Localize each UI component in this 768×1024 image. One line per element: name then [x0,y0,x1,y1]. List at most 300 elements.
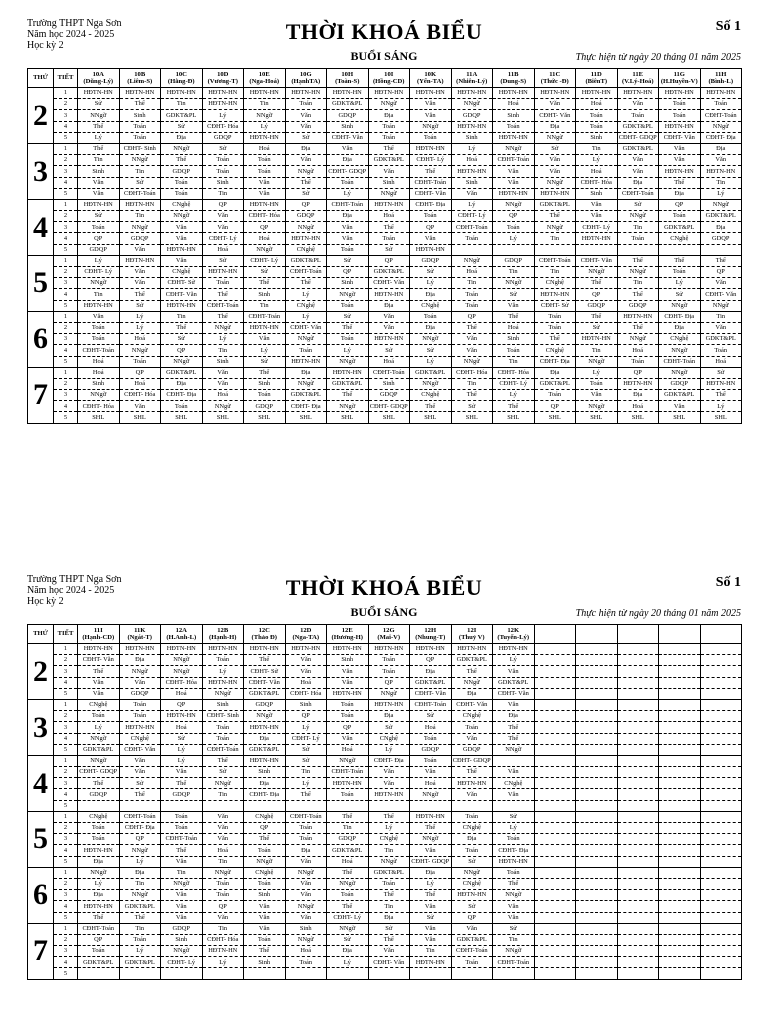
subject-cell: Văn [244,177,286,188]
subject-cell: Địa [700,143,742,154]
class-header [161,625,203,644]
period-number: 4 [54,789,78,800]
subject-cell: Toán [368,132,410,143]
subject-cell: Hoá [78,356,120,367]
subject-cell: Tin [410,946,452,957]
subject-cell: CĐHT- GDQP [451,755,493,766]
subject-cell: Địa [534,367,576,378]
subject-cell: HĐTN-HN [659,166,701,177]
subject-cell: Địa [368,300,410,311]
subject-cell: GDQP [161,923,203,934]
subject-cell [617,957,659,968]
subject-cell: CNghệ [285,244,327,255]
subject-cell: Lý [327,957,369,968]
subject-cell: NNgữ [327,923,369,934]
subject-cell [327,968,369,979]
subject-cell: NNgữ [119,222,161,233]
period-number: 4 [54,677,78,688]
page1-effective-date: Thực hiện từ ngày 20 tháng 01 năm 2025 [575,52,741,63]
subject-cell [617,688,659,699]
subject-cell: Sinh [451,132,493,143]
subject-cell: GDKT&PL [327,378,369,389]
subject-cell [534,677,576,688]
class-name: 12I [467,626,477,634]
period-number: 2 [54,267,78,278]
subject-cell: Hoá [202,845,244,856]
class-teacher: (Bình-L) [708,78,734,85]
class-header [244,69,286,88]
subject-cell: GDKT&PL [327,99,369,110]
day-label: 6 [28,867,54,923]
subject-cell: SHL [202,412,244,423]
subject-cell: NNgữ [368,188,410,199]
subject-cell: Địa [327,946,369,957]
subject-cell: Thể [410,890,452,901]
subject-cell: Lý [368,823,410,834]
subject-cell: CĐHT- Địa [161,390,203,401]
subject-cell: Văn [119,767,161,778]
period-number: 1 [54,699,78,710]
subject-cell: HĐTN-HN [202,99,244,110]
page2-school: Trường THPT Nga Sơn [27,574,122,585]
subject-cell: CĐHT-Toán [119,188,161,199]
day-label: 2 [28,88,54,144]
subject-cell: Địa [78,856,120,867]
subject-cell: Văn [576,211,618,222]
subject-cell [617,856,659,867]
period-number: 4 [54,401,78,412]
subject-cell: QP [576,289,618,300]
subject-cell: Địa [119,867,161,878]
subject-cell: Địa [410,289,452,300]
subject-cell: Hoá [119,378,161,389]
class-teacher: (Tuyến-Lý) [497,634,530,641]
subject-cell [534,867,576,878]
subject-cell: Văn [410,99,452,110]
class-teacher: (Toàn-S) [335,78,360,85]
class-header [202,625,244,644]
subject-cell [700,789,742,800]
subject-cell: Toán [161,401,203,412]
subject-cell: CĐHT- Lý [327,912,369,923]
subject-cell: GDKT&PL [285,255,327,266]
subject-cell: Sử [368,244,410,255]
subject-cell: Hoá [493,322,535,333]
subject-cell: HĐTN-HN [202,267,244,278]
subject-cell: Văn [451,789,493,800]
subject-cell: Văn [119,267,161,278]
subject-cell [617,767,659,778]
class-name: 10A [92,70,104,78]
subject-cell: HĐTN-HN [202,88,244,99]
page1-number: Số 1 [715,19,741,34]
subject-cell [700,890,742,901]
subject-cell: Văn [576,199,618,210]
period-number: 1 [54,867,78,878]
class-teacher: (Hạnh-CD) [82,634,115,641]
subject-cell [534,778,576,789]
subject-cell: Tin [534,267,576,278]
subject-cell: Lý [493,823,535,834]
subject-cell: Địa [700,222,742,233]
subject-cell: HĐTN-HN [451,88,493,99]
class-header [659,69,701,88]
subject-cell: Thể [78,778,120,789]
period-number: 1 [54,811,78,822]
subject-cell: GDQP [78,789,120,800]
subject-cell [617,834,659,845]
subject-cell: CĐHT-Toán [202,744,244,755]
subject-cell: HĐTN-HN [244,132,286,143]
subject-cell: CĐHT- Văn [368,278,410,289]
subject-cell: Văn [327,666,369,677]
subject-cell: Toán [451,957,493,968]
subject-cell [700,878,742,889]
subject-cell [576,823,618,834]
subject-cell: NNgữ [493,278,535,289]
subject-cell: Lý [161,755,203,766]
subject-cell: Sinh [78,378,120,389]
subject-cell: NNgữ [659,367,701,378]
class-name: 11E [632,70,644,78]
subject-cell: Thể [451,390,493,401]
subject-cell: Thể [493,401,535,412]
subject-cell: CĐHT-Toán [327,199,369,210]
subject-cell: Văn [493,166,535,177]
subject-cell: HĐTN-HN [368,334,410,345]
subject-cell: CĐHT- Hóa [451,367,493,378]
subject-cell: Toán [119,356,161,367]
class-header [493,69,535,88]
subject-cell: Toán [202,733,244,744]
subject-cell [700,244,742,255]
subject-cell: GDKT&PL [659,390,701,401]
subject-cell: NNgữ [410,334,452,345]
subject-cell: Toán [202,166,244,177]
subject-cell: NNgữ [285,166,327,177]
subject-cell: Sinh [78,166,120,177]
subject-cell [493,800,535,811]
subject-cell: Văn [161,856,203,867]
subject-cell: HĐTN-HN [285,356,327,367]
subject-cell: Văn [78,188,120,199]
subject-cell: CĐHT- Lý [78,267,120,278]
subject-cell: Toán [617,233,659,244]
subject-cell [534,767,576,778]
subject-cell: Toán [451,289,493,300]
subject-cell: Địa [244,733,286,744]
class-header [410,625,452,644]
subject-cell: CĐHT- GDQP [78,767,120,778]
subject-cell [202,800,244,811]
subject-cell: Tin [451,378,493,389]
page2-effective-date: Thực hiện từ ngày 20 tháng 01 năm 2025 [575,608,741,619]
class-name: 10I [384,70,394,78]
subject-cell [576,934,618,945]
period-number: 3 [54,834,78,845]
class-name: 10C [175,70,187,78]
subject-cell: GDKT&PL [161,367,203,378]
subject-cell: Toán [451,233,493,244]
subject-cell: HĐTN-HN [327,778,369,789]
subject-cell: NNgữ [285,334,327,345]
subject-cell [659,957,701,968]
subject-cell: Hoá [410,778,452,789]
subject-cell: Hoá [161,722,203,733]
subject-cell: Thể [617,289,659,300]
subject-cell [700,856,742,867]
subject-cell: Hoá [244,143,286,154]
subject-cell: Sử [202,255,244,266]
subject-cell: Toán [451,845,493,856]
subject-cell: Lý [285,289,327,300]
subject-cell: Toán [161,188,203,199]
subject-cell: Thể [368,143,410,154]
subject-cell: NNgữ [451,255,493,266]
subject-cell: Toán [327,334,369,345]
subject-cell: QP [327,267,369,278]
period-number: 4 [54,957,78,968]
subject-cell: NNgữ [410,121,452,132]
subject-cell: HĐTN-HN [410,811,452,822]
class-header [327,625,369,644]
subject-cell: Lý [410,878,452,889]
subject-cell: GDKT&PL [493,677,535,688]
subject-cell [576,677,618,688]
subject-cell: GDQP [244,401,286,412]
subject-cell: Văn [244,923,286,934]
timetable-page-2 [0,556,768,1024]
subject-cell: QP [451,912,493,923]
period-number: 3 [54,110,78,121]
subject-cell [659,688,701,699]
subject-cell: HĐTN-HN [161,300,203,311]
subject-cell: Toán [410,132,452,143]
class-teacher: (Ngát-T) [127,634,153,641]
subject-cell [534,890,576,901]
subject-cell: QP [202,901,244,912]
subject-cell: GDQP [451,110,493,121]
subject-cell: Toán [368,878,410,889]
period-number: 5 [54,412,78,423]
subject-cell: HĐTN-HN [576,88,618,99]
subject-cell: Lý [700,188,742,199]
subject-cell: HĐTN-HN [493,88,535,99]
subject-cell: Toán [659,267,701,278]
subject-cell: Tin [78,289,120,300]
subject-cell: Văn [659,401,701,412]
subject-cell: Lý [451,143,493,154]
subject-cell: QP [119,367,161,378]
subject-cell: HĐTN-HN [410,88,452,99]
subject-cell: Sử [493,923,535,934]
subject-cell [576,923,618,934]
subject-cell [534,644,576,655]
subject-cell [700,744,742,755]
subject-cell: Lý [202,666,244,677]
subject-cell: Địa [410,322,452,333]
subject-cell: HĐTN-HN [410,644,452,655]
subject-cell: GDQP [700,233,742,244]
subject-cell: GDKT&PL [327,845,369,856]
subject-cell [659,644,701,655]
subject-cell: CĐHT- Hóa [202,934,244,945]
subject-cell: SHL [327,412,369,423]
subject-cell [534,946,576,957]
subject-cell: Sinh [161,934,203,945]
subject-cell: NNgữ [78,110,120,121]
subject-cell: CĐHT-Toán [285,267,327,278]
subject-cell: CĐHT- Văn [410,688,452,699]
subject-cell: Toán [534,390,576,401]
period-number: 5 [54,856,78,867]
class-header [617,625,659,644]
subject-cell: Toán [327,890,369,901]
subject-cell [659,946,701,957]
subject-cell: Văn [244,188,286,199]
subject-cell [451,244,493,255]
subject-cell: QP [244,222,286,233]
subject-cell: Văn [534,166,576,177]
period-number: 5 [54,688,78,699]
subject-cell: CĐHT- Sử [244,666,286,677]
subject-cell [534,811,576,822]
subject-cell: NNgữ [700,300,742,311]
subject-cell: Thể [119,99,161,110]
subject-cell: CĐHT- GDQP [617,132,659,143]
subject-cell: Tin [202,923,244,934]
subject-cell: CĐHT-Toán [368,367,410,378]
subject-cell: GDKT&PL [119,901,161,912]
subject-cell: HĐTN-HN [244,722,286,733]
class-teacher: (Hồng-CD) [372,78,405,85]
subject-cell: GDQP [659,378,701,389]
subject-cell: CĐHT- Địa [285,401,327,412]
subject-cell: NNgữ [202,401,244,412]
subject-cell: CĐHT- Lý [576,222,618,233]
subject-cell: QP [285,711,327,722]
class-header [78,69,120,88]
class-teacher: (V.Lý-Hoá) [621,78,654,85]
subject-cell: CNghệ [161,267,203,278]
class-name: 12E [341,626,353,634]
subject-cell: Toán [534,311,576,322]
subject-cell [700,778,742,789]
subject-cell [700,957,742,968]
subject-cell: QP [78,934,120,945]
subject-cell [534,901,576,912]
subject-cell: Thể [534,334,576,345]
subject-cell: Lý [119,322,161,333]
subject-cell [534,699,576,710]
subject-cell: Thể [119,289,161,300]
subject-cell: NNgữ [244,110,286,121]
subject-cell: NNgữ [161,356,203,367]
class-header [368,625,410,644]
subject-cell [576,800,618,811]
subject-cell: Địa [285,143,327,154]
subject-cell: Tin [493,267,535,278]
subject-cell: NNgữ [534,132,576,143]
subject-cell: SHL [617,412,659,423]
subject-cell: Địa [617,177,659,188]
subject-cell: Sử [451,401,493,412]
class-header [410,69,452,88]
subject-cell [700,934,742,945]
subject-cell [576,666,618,677]
subject-cell: Địa [161,378,203,389]
subject-cell: NNgữ [202,688,244,699]
subject-cell: Toán [161,811,203,822]
subject-cell: Văn [285,655,327,666]
subject-cell: Văn [285,121,327,132]
subject-cell [534,957,576,968]
subject-cell [534,744,576,755]
subject-cell [534,934,576,945]
subject-cell: Toán [368,655,410,666]
subject-cell: Văn [244,912,286,923]
subject-cell: Sử [285,755,327,766]
subject-cell: HĐTN-HN [119,88,161,99]
period-number: 4 [54,345,78,356]
subject-cell: Sử [410,267,452,278]
subject-cell: Toán [617,110,659,121]
subject-cell: CĐHT- Văn [78,655,120,666]
subject-cell: CĐHT- Lý [161,957,203,968]
subject-cell: GDQP [119,688,161,699]
class-header [576,625,618,644]
subject-cell: Toán [285,834,327,845]
subject-cell: HĐTN-HN [244,322,286,333]
subject-cell [617,823,659,834]
subject-cell: HĐTN-HN [285,88,327,99]
subject-cell: HĐTN-HN [700,378,742,389]
subject-cell [617,699,659,710]
period-number: 4 [54,121,78,132]
subject-cell [576,733,618,744]
subject-cell: HĐTN-HN [576,233,618,244]
subject-cell: HĐTN-HN [451,778,493,789]
subject-cell [617,800,659,811]
period-number: 4 [54,901,78,912]
subject-cell: Sử [327,255,369,266]
subject-cell: HĐTN-HN [78,199,120,210]
page1-title: THỜI KHOÁ BIỂU [285,19,483,44]
subject-cell: Địa [161,132,203,143]
subject-cell: Sinh [244,957,286,968]
subject-cell: Toán [327,699,369,710]
subject-cell: CĐHT- Hóa [161,677,203,688]
subject-cell: Toán [78,334,120,345]
subject-cell: GDQP [202,132,244,143]
subject-cell: Tin [493,356,535,367]
period-number: 2 [54,655,78,666]
page2-number: Số 1 [715,575,741,590]
subject-cell: QP [410,655,452,666]
subject-cell: CĐHT- Sử [534,300,576,311]
subject-cell: Lý [576,367,618,378]
period-number: 3 [54,166,78,177]
subject-cell [78,968,120,979]
subject-cell [617,890,659,901]
class-header [451,625,493,644]
subject-cell: Văn [161,901,203,912]
subject-cell: Thể [161,778,203,789]
subject-cell: HĐTN-HN [368,699,410,710]
subject-cell: Văn [285,110,327,121]
subject-cell: NNgữ [327,401,369,412]
subject-cell: Lý [368,744,410,755]
